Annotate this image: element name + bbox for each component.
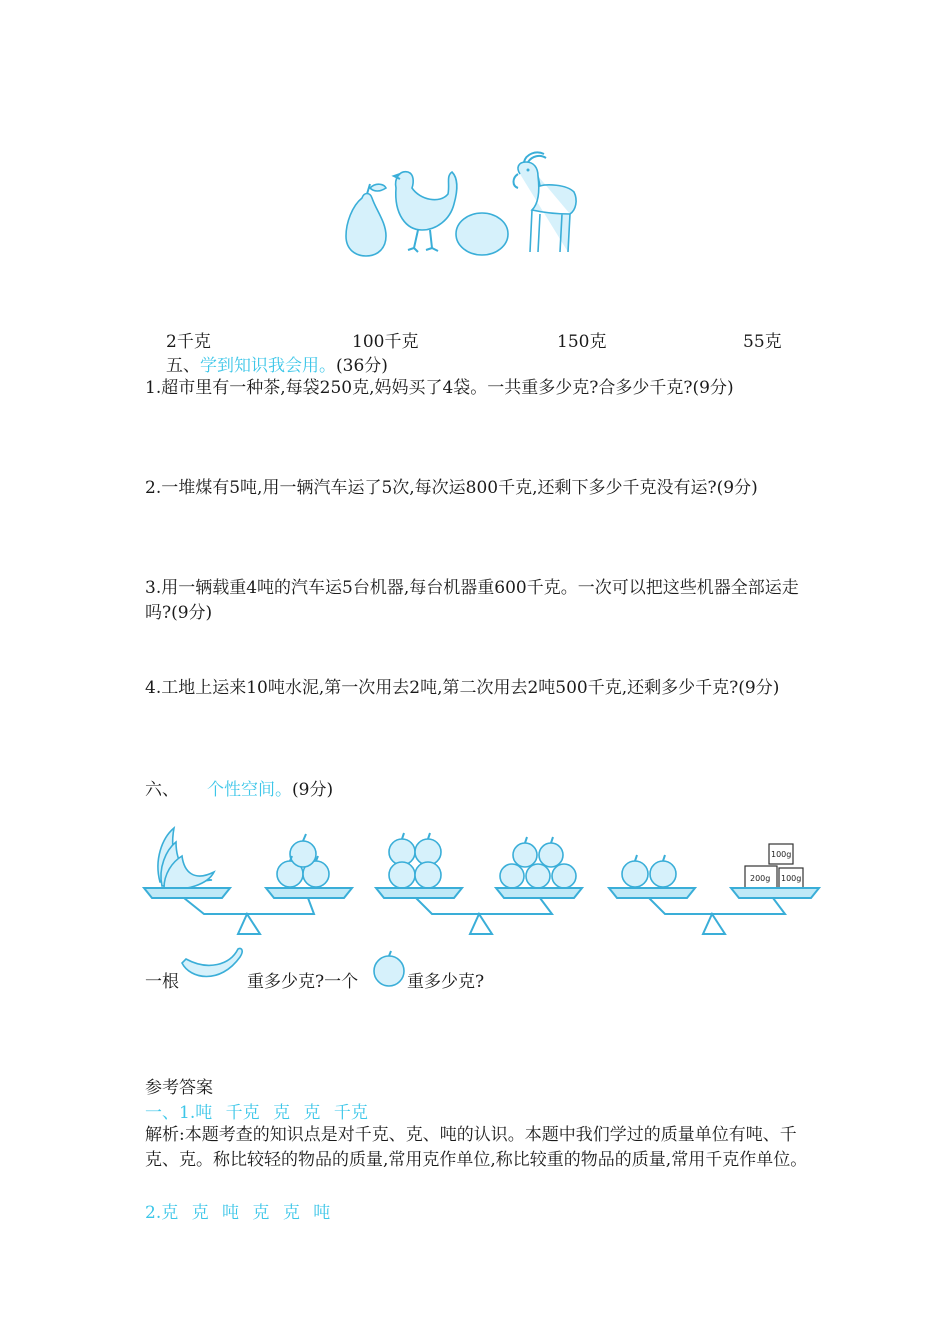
- scale-1: [144, 828, 352, 934]
- section5-heading: [166, 351, 388, 376]
- apple-icon: [371, 950, 407, 988]
- pan-left-1: [144, 888, 230, 898]
- weight-200g-label: 200g: [750, 874, 771, 883]
- goat-icon: [514, 152, 577, 252]
- apples-four-icon: [389, 833, 441, 888]
- animals-illustration: [340, 148, 580, 260]
- answers-line-2: 2.克 克 吨 克 克 吨: [145, 1203, 331, 1223]
- weight-label-3: 150克: [557, 332, 607, 352]
- banana-bunch-icon: [158, 828, 214, 889]
- apples-two-icon: [622, 855, 676, 887]
- section5-title: 学到知识我会用。: [200, 356, 336, 376]
- answers-analysis: 解析:本题考查的知识点是对千克、克、吨的认识。本题中我们学过的质量单位有吨、千克、克。称比较轻的物品的质量,常用克作单位,称比较重的物品的质量,常用千克作单位。: [145, 1125, 808, 1170]
- question-3: 3.用一辆载重4吨的汽车运5台机器,每台机器重600千克。一次可以把这些机器全部运走吗?(9分): [145, 578, 799, 623]
- scale-3: [609, 844, 819, 934]
- question-2: 2.一堆煤有5吨,用一辆汽车运了5次,每次运800千克,还剩下多少千克没有运?(9分): [145, 478, 758, 498]
- question-4: 4.工地上运来10吨水泥,第一次用去2吨,第二次用去2吨500千克,还剩多少千克?(9分): [145, 678, 780, 698]
- scale-2: [376, 833, 582, 934]
- section5-score: (36分): [336, 356, 388, 376]
- apples-five-icon: [500, 837, 576, 888]
- answers-heading: 参考答案: [145, 1078, 213, 1098]
- pan-right-1: [266, 888, 352, 898]
- section6-question-part2: 重多少克?一个: [247, 972, 359, 992]
- section6-prefix: 六、: [145, 780, 179, 800]
- balance-scales-illustration: [140, 820, 825, 940]
- weight-label-2: 100千克: [352, 332, 419, 352]
- pan-left-2: [376, 888, 462, 898]
- section5-prefix: 五、: [166, 356, 200, 376]
- section6-score: (9分): [292, 780, 334, 800]
- pear-icon: [346, 184, 386, 256]
- weight-100g-label-2: 100g: [781, 874, 802, 883]
- section6-question-part1: 一根: [145, 972, 179, 992]
- section6-title: 个性空间。: [207, 780, 292, 800]
- apples-pile-icon: [277, 834, 329, 887]
- pan-right-2: [496, 888, 582, 898]
- egg-icon: [456, 213, 508, 255]
- weight-label-4: 55克: [743, 332, 782, 352]
- weight-100g-label-1: 100g: [771, 850, 792, 859]
- section6-question-part3: 重多少克?: [407, 972, 485, 992]
- hen-icon: [394, 172, 457, 252]
- weight-label-1: 2千克: [166, 332, 211, 352]
- banana-icon: [180, 945, 246, 987]
- question-1: 1.超市里有一种茶,每袋250克,妈妈买了4袋。一共重多少克?合多少千克?(9分): [145, 378, 734, 398]
- pan-left-3: [609, 888, 695, 898]
- weights-icon: [745, 844, 803, 888]
- answers-line-1: 一、1.吨 千克 克 克 千克: [145, 1103, 368, 1123]
- section6-heading: [145, 775, 333, 800]
- pan-right-3: [731, 888, 819, 898]
